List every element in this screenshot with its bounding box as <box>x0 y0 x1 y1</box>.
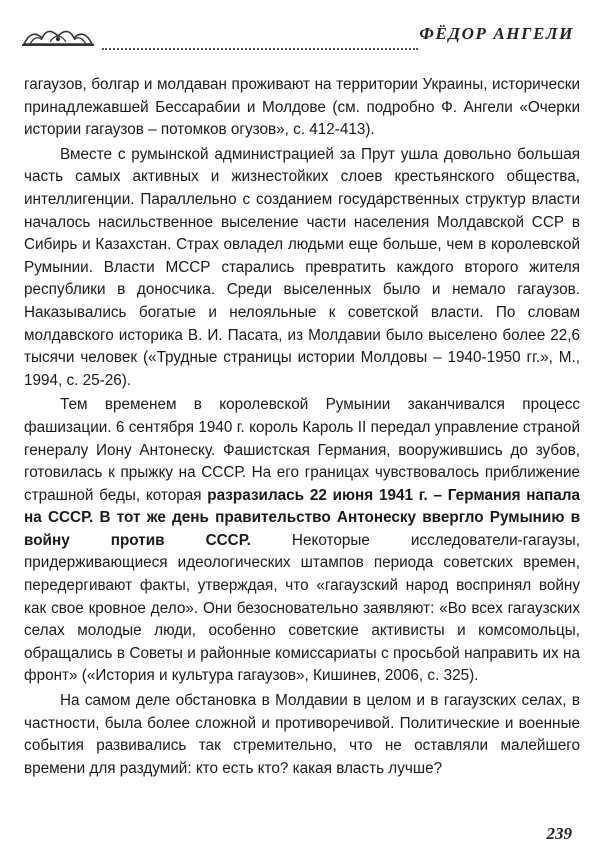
running-head: ФЁДОР АНГЕЛИ <box>419 24 574 43</box>
paragraph-1: гагаузов, болгар и молдаван проживают на территории Украины, исторически принадлежавшей Бессарабии и Молдове (см. подробно Ф. Ангели «Очерки истории гагаузов – потомков огузов», с. 412-413). <box>24 76 580 139</box>
page-header <box>22 18 578 58</box>
main-text <box>24 74 580 782</box>
floral-ornament-icon <box>22 24 94 48</box>
page-number: 239 <box>546 824 572 843</box>
paragraph-3-bold: разразилась 22 июня 1941 г. – Германия напала на СССР. В тот же день правительство Антонеску ввергло Румынию в войну против СССР. <box>24 486 580 549</box>
paragraph-4: На самом деле обстановка в Молдавии в целом и в гагаузских селах, в частности, была более сложной и противоречивой. Политические и военные события развивались так стремительно, что не оставляли малейшего времени для раздумий: кто есть кто? какая власть лучше? <box>24 692 580 777</box>
paragraph-3-start: Тем временем в королевской Румынии заканчивался процесс фашизации. 6 сентября 1940 г. король Кароль II передал управление страной генералу Иону Антонеску. Фашистская Германия, вооружившись до зубов, готовилась к прыжку на СССР. На его границах чувствовалось приближение страшной беды, которая <box>24 396 580 504</box>
paragraph-3-end: Некоторые исследователи-гагаузы, придерживающиеся идеологических штампов периода советских времен, передергивают факты, утверждая, что «гагаузский народ воспринял войну как свое кровное дело». Они безосновательно заявляют: «Во всех гагаузских селах молодые люди, особенно советские активисты и комсомольцы, обращались в Советы и районные комиссариаты с просьбой направить их на фронт» («История и культура гагаузов», Кишинев, 2006, с. 325). <box>24 531 581 685</box>
paragraph-3 <box>24 394 580 688</box>
paragraph-2: Вместе с румынской администрацией за Прут ушла довольно большая часть самых активных и жизнестойких слоев крестьянского общества, интеллигенции. Параллельно с созданием государственных структур власти началось насильственное выселение части населения Молдавской ССР в Сибирь и Казахстан. Страх овладел людьми еще больше, чем в королевской Румынии. Власти МССР старались превратить каждого второго жителя республики в доносчика. Среди выселенных было и немало гагаузов. Наказывались богатые и нелояльные к советской власти. По словам молдавского историка В. И. Пасата, из Молдавии было выселено более 22,6 тысячи человек («Трудные страницы истории Молдовы – 1940-1950 гг.», М., 1994, с. 25-26). <box>24 145 580 389</box>
header-dotted-rule <box>102 48 418 50</box>
